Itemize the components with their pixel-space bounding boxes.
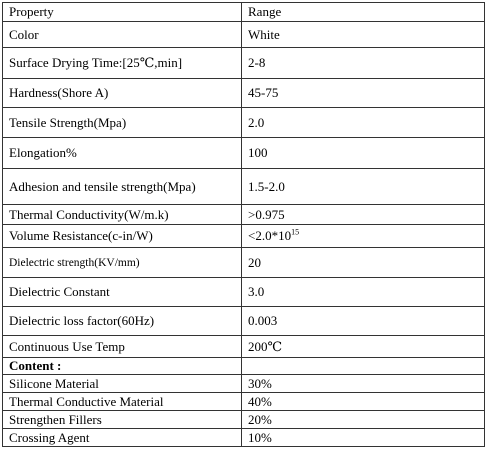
table-row: [3, 79, 485, 108]
content-heading-row: [3, 358, 485, 375]
range-cell: 20: [242, 248, 485, 278]
range-cell: 2-8: [242, 48, 485, 79]
table-row: [3, 336, 485, 358]
header-range: Range: [242, 3, 485, 22]
range-cell: 100: [242, 138, 485, 169]
content-row: [3, 411, 485, 429]
percent-cell: 30%: [242, 375, 485, 393]
property-cell: Adhesion and tensile strength(Mpa): [3, 169, 242, 205]
table-row: [3, 205, 485, 225]
property-cell: Thermal Conductivity(W/m.k): [3, 205, 242, 225]
table-row: [3, 169, 485, 205]
property-cell: Elongation%: [3, 138, 242, 169]
property-cell: Dielectric strength(KV/mm): [3, 248, 242, 278]
header-property: Property: [3, 3, 242, 22]
table-row: [3, 138, 485, 169]
range-cell: >0.975: [242, 205, 485, 225]
range-cell: 45-75: [242, 79, 485, 108]
table-row: [3, 22, 485, 48]
material-cell: Strengthen Fillers: [3, 411, 242, 429]
table-row: [3, 225, 485, 248]
property-cell: Continuous Use Temp: [3, 336, 242, 358]
range-cell: 2.0: [242, 108, 485, 138]
content-row: [3, 375, 485, 393]
table-row: [3, 248, 485, 278]
range-cell: 3.0: [242, 278, 485, 307]
material-cell: Thermal Conductive Material: [3, 393, 242, 411]
table-header-row: [3, 3, 485, 22]
material-cell: Crossing Agent: [3, 429, 242, 447]
percent-cell: 40%: [242, 393, 485, 411]
property-cell: Dielectric loss factor(60Hz): [3, 307, 242, 336]
percent-cell: 20%: [242, 411, 485, 429]
property-cell: Color: [3, 22, 242, 48]
table-row: [3, 108, 485, 138]
property-cell: Surface Drying Time:[25℃,min]: [3, 48, 242, 79]
table-row: [3, 278, 485, 307]
content-row: [3, 393, 485, 411]
property-cell: Dielectric Constant: [3, 278, 242, 307]
property-cell: Volume Resistance(c-in/W): [3, 225, 242, 248]
range-cell: White: [242, 22, 485, 48]
range-base: <2.0*10: [248, 228, 292, 243]
property-cell: Hardness(Shore A): [3, 79, 242, 108]
range-cell: [242, 225, 485, 248]
material-cell: Silicone Material: [3, 375, 242, 393]
content-row: [3, 429, 485, 447]
range-cell: 1.5-2.0: [242, 169, 485, 205]
table-row: [3, 307, 485, 336]
range-cell: 0.003: [242, 307, 485, 336]
range-exponent: 15: [291, 227, 300, 237]
percent-cell: 10%: [242, 429, 485, 447]
properties-table: [2, 2, 485, 447]
content-heading: Content :: [3, 358, 242, 375]
range-cell: 200℃: [242, 336, 485, 358]
table-row: [3, 48, 485, 79]
property-cell: Tensile Strength(Mpa): [3, 108, 242, 138]
empty-cell: [242, 358, 485, 375]
